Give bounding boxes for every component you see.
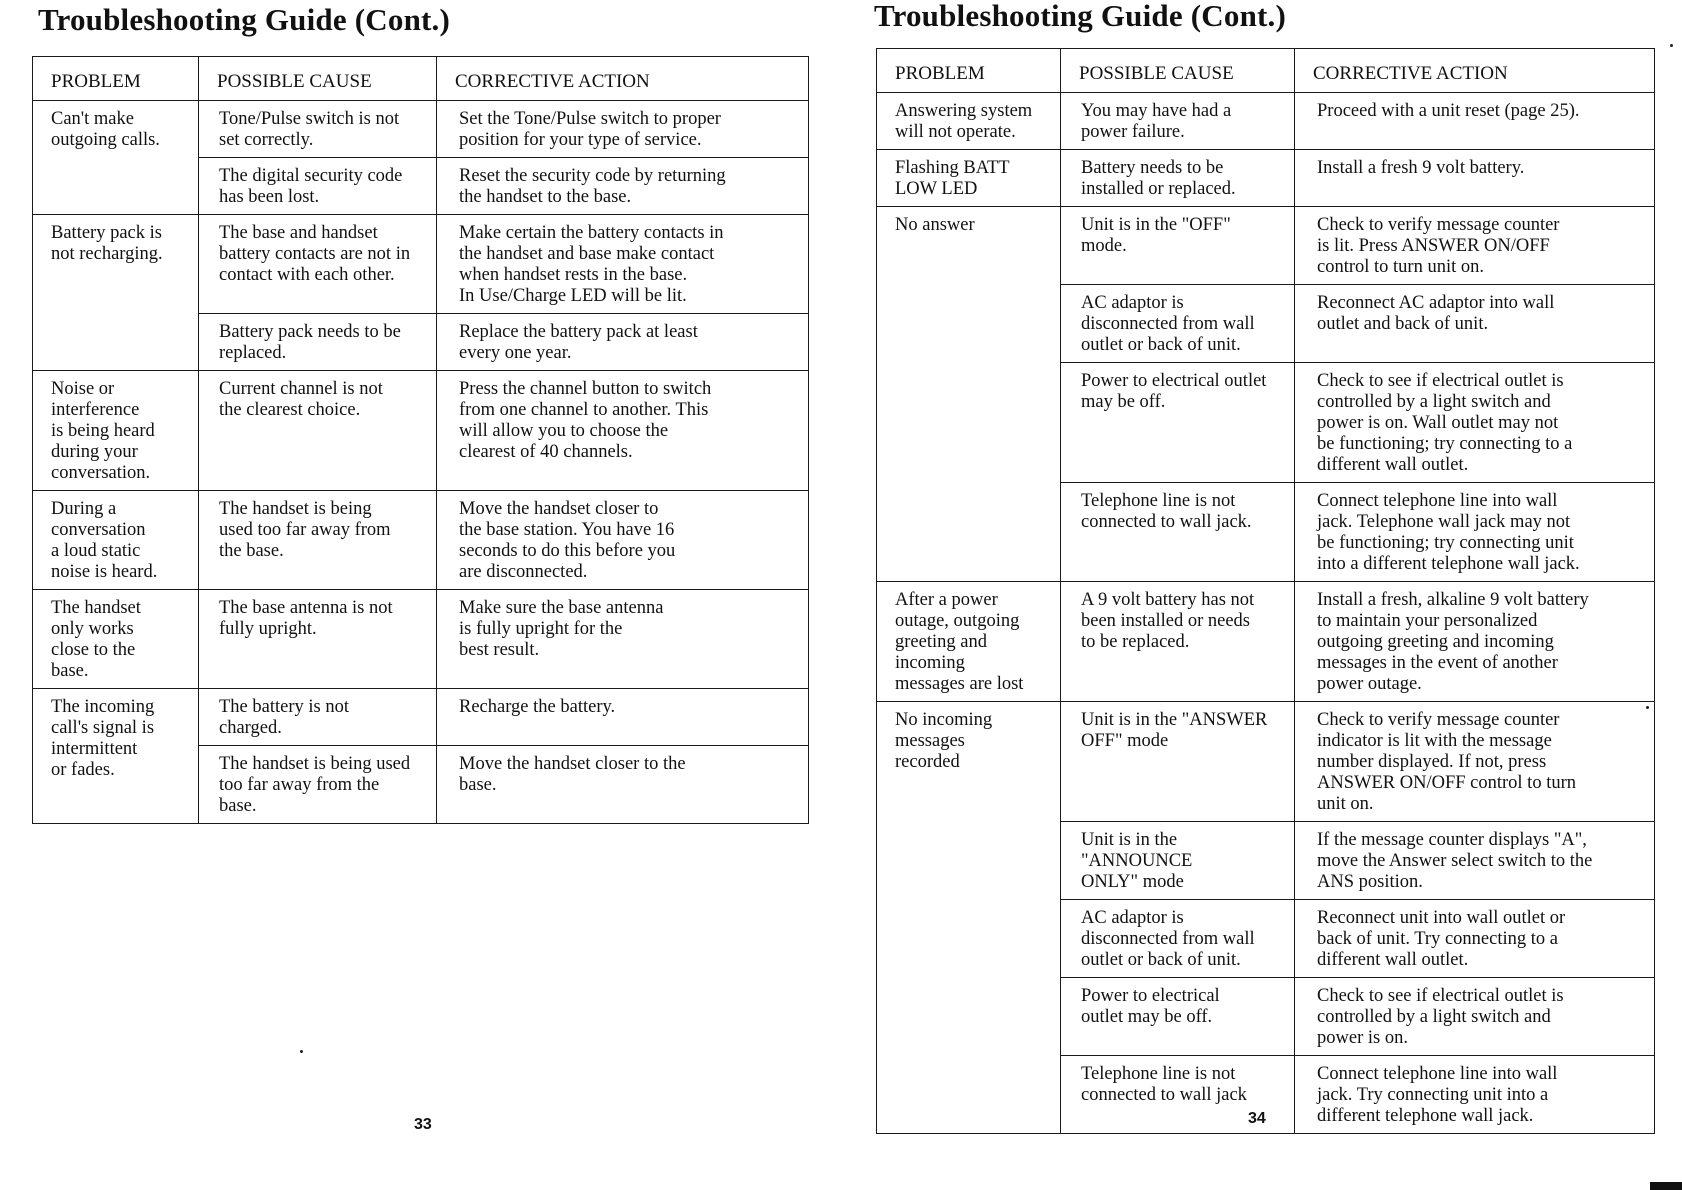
header-possible-cause: POSSIBLE CAUSE [199,57,437,101]
action-text: Set the Tone/Pulse switch to proper position for your type of service. [459,109,721,150]
problem-text: No incoming messages recorded [895,710,993,772]
table-row [877,207,1655,285]
problem-cell [33,491,199,590]
cause-cell [1061,822,1295,900]
header-corrective-action: CORRECTIVE ACTION [1295,49,1655,93]
cause-text: Unit is in the "ANSWER OFF" mode [1081,710,1268,751]
cause-cell [199,689,437,746]
table-row [33,215,809,314]
problem-cell [877,150,1061,207]
action-cell [437,689,809,746]
action-cell [437,158,809,215]
cause-text: You may have had a power failure. [1081,101,1232,142]
cause-text: Battery needs to be installed or replaced. [1081,158,1236,199]
action-cell [1295,150,1655,207]
table-row [33,101,809,158]
left-page [0,0,830,1190]
action-text: Reconnect unit into wall outlet or back of unit. Try connecting to a different wall outlet. [1317,908,1566,970]
cause-cell [1061,150,1295,207]
problem-cell [877,93,1061,150]
cause-cell [1061,207,1295,285]
header-problem: PROBLEM [33,57,199,101]
cause-cell [1061,900,1295,978]
cause-cell [1061,93,1295,150]
action-text: Check to verify message counter indicator is lit with the message number displayed. If not, press ANSWER ON/OFF control to turn unit on. [1317,710,1576,814]
table-row [877,93,1655,150]
action-text: Check to verify message counter is lit. Press ANSWER ON/OFF control to turn unit on. [1317,215,1560,277]
table-row [33,371,809,491]
cause-text: The handset is being used too far away from the base. [219,499,391,561]
table-row [877,582,1655,702]
problem-text: No answer [895,215,975,235]
scan-speck [1646,706,1649,709]
cause-cell [1061,582,1295,702]
problem-cell [877,582,1061,702]
cause-cell [1061,285,1295,363]
header-problem: PROBLEM [877,49,1061,93]
problem-text: Flashing BATT LOW LED [895,158,1010,199]
problem-cell [33,371,199,491]
scan-speck [300,1050,303,1053]
action-cell [1295,702,1655,822]
action-text: Connect telephone line into wall jack. Telephone wall jack may not be functioning; try connecting unit into a different telephone wall jack. [1317,491,1580,574]
cause-cell [1061,978,1295,1056]
problem-cell [33,215,199,371]
action-text: Connect telephone line into wall jack. Try connecting unit into a different telephone wall jack. [1317,1064,1558,1126]
page-title: Troubleshooting Guide (Cont.) [874,0,1287,33]
cause-text: The digital security code has been lost. [219,166,403,207]
action-cell [1295,582,1655,702]
page-number: 33 [414,1116,432,1133]
cause-cell [199,491,437,590]
problem-cell [33,689,199,824]
page-number: 34 [1248,1110,1266,1127]
action-cell [1295,822,1655,900]
cause-cell [1061,702,1295,822]
problem-cell [877,702,1061,1134]
action-text: Install a fresh, alkaline 9 volt battery to maintain your personalized outgoing greeting and incoming messages in the event of another power outage. [1317,590,1589,694]
problem-cell [33,101,199,215]
cause-text: AC adaptor is disconnected from wall outlet or back of unit. [1081,293,1255,355]
troubleshooting-table [32,56,809,824]
cause-text: Unit is in the "ANNOUNCE ONLY" mode [1081,830,1193,892]
scan-edge-mark [1650,1182,1682,1190]
cause-cell [199,101,437,158]
cause-cell [1061,363,1295,483]
cause-text: Power to electrical outlet may be off. [1081,371,1267,412]
problem-text: Battery pack is not recharging. [51,223,163,264]
cause-text: The base and handset battery contacts are not in contact with each other. [219,223,411,285]
table-row [33,590,809,689]
action-cell [437,590,809,689]
cause-text: Tone/Pulse switch is not set correctly. [219,109,400,150]
cause-text: The base antenna is not fully upright. [219,598,393,639]
action-cell [437,101,809,158]
action-text: Recharge the battery. [459,697,616,717]
action-cell [1295,93,1655,150]
problem-text: During a conversation a loud static noise is heard. [51,499,158,582]
header-corrective-action: CORRECTIVE ACTION [437,57,809,101]
action-cell [1295,285,1655,363]
action-text: Check to see if electrical outlet is controlled by a light switch and power is on. [1317,986,1564,1048]
page-title: Troubleshooting Guide (Cont.) [38,2,451,37]
cause-cell [199,314,437,371]
cause-text: The battery is not charged. [219,697,349,738]
problem-cell [877,207,1061,582]
header-row [33,57,809,101]
cause-text: AC adaptor is disconnected from wall outlet or back of unit. [1081,908,1255,970]
problem-text: The handset only works close to the base. [51,598,141,681]
action-text: Proceed with a unit reset (page 25). [1317,101,1580,121]
table-row [877,150,1655,207]
cause-text: Battery pack needs to be replaced. [219,322,401,363]
action-text: Make certain the battery contacts in the handset and base make contact when handset rests in the base. In Use/Charge LED will be lit. [459,223,724,306]
cause-cell [199,746,437,824]
problem-cell [33,590,199,689]
troubleshooting-table [876,48,1655,1134]
action-cell [1295,900,1655,978]
action-text: Move the handset closer to the base station. You have 16 seconds to do this before you are disconnected. [459,499,676,582]
table-row [33,491,809,590]
right-page [860,0,1682,1190]
action-text: Replace the battery pack at least every one year. [459,322,698,363]
cause-cell [1061,483,1295,582]
problem-text: Noise or interference is being heard during your conversation. [51,379,155,483]
cause-text: Power to electrical outlet may be off. [1081,986,1220,1027]
cause-text: Telephone line is not connected to wall jack [1081,1064,1247,1105]
problem-text: Answering system will not operate. [895,101,1033,142]
cause-cell [199,371,437,491]
action-text: Reset the security code by returning the handset to the base. [459,166,726,207]
action-cell [1295,363,1655,483]
problem-text: After a power outage, outgoing greeting and incoming messages are lost [895,590,1024,694]
cause-text: The handset is being used too far away from the base. [219,754,411,816]
action-text: Reconnect AC adaptor into wall outlet and back of unit. [1317,293,1555,334]
action-cell [437,491,809,590]
action-text: Check to see if electrical outlet is controlled by a light switch and power is on. Wall outlet may not be functioning; try connecting to a different wall outlet. [1317,371,1573,475]
action-cell [437,215,809,314]
cause-text: Unit is in the "OFF" mode. [1081,215,1231,256]
problem-text: Can't make outgoing calls. [51,109,160,150]
action-text: Install a fresh 9 volt battery. [1317,158,1525,178]
action-cell [1295,483,1655,582]
header-possible-cause: POSSIBLE CAUSE [1061,49,1295,93]
cause-cell [199,215,437,314]
action-cell [1295,1056,1655,1134]
action-text: If the message counter displays "A", move the Answer select switch to the ANS position. [1317,830,1593,892]
action-cell [437,314,809,371]
table-body [877,49,1655,1134]
problem-text: The incoming call's signal is intermittent or fades. [51,697,155,780]
cause-text: Current channel is not the clearest choice. [219,379,383,420]
cause-text: Telephone line is not connected to wall jack. [1081,491,1252,532]
table-body [33,57,809,824]
table-row [33,689,809,746]
action-text: Move the handset closer to the base. [459,754,686,795]
action-cell [437,371,809,491]
table-row [877,702,1655,822]
cause-cell [199,158,437,215]
scan-speck [1670,44,1673,47]
header-row [877,49,1655,93]
action-cell [437,746,809,824]
cause-cell [199,590,437,689]
cause-text: A 9 volt battery has not been installed or needs to be replaced. [1081,590,1255,652]
action-text: Press the channel button to switch from one channel to another. This will allow you to choose the clearest of 40 channels. [459,379,712,462]
action-text: Make sure the base antenna is fully upright for the best result. [459,598,664,660]
action-cell [1295,207,1655,285]
action-cell [1295,978,1655,1056]
